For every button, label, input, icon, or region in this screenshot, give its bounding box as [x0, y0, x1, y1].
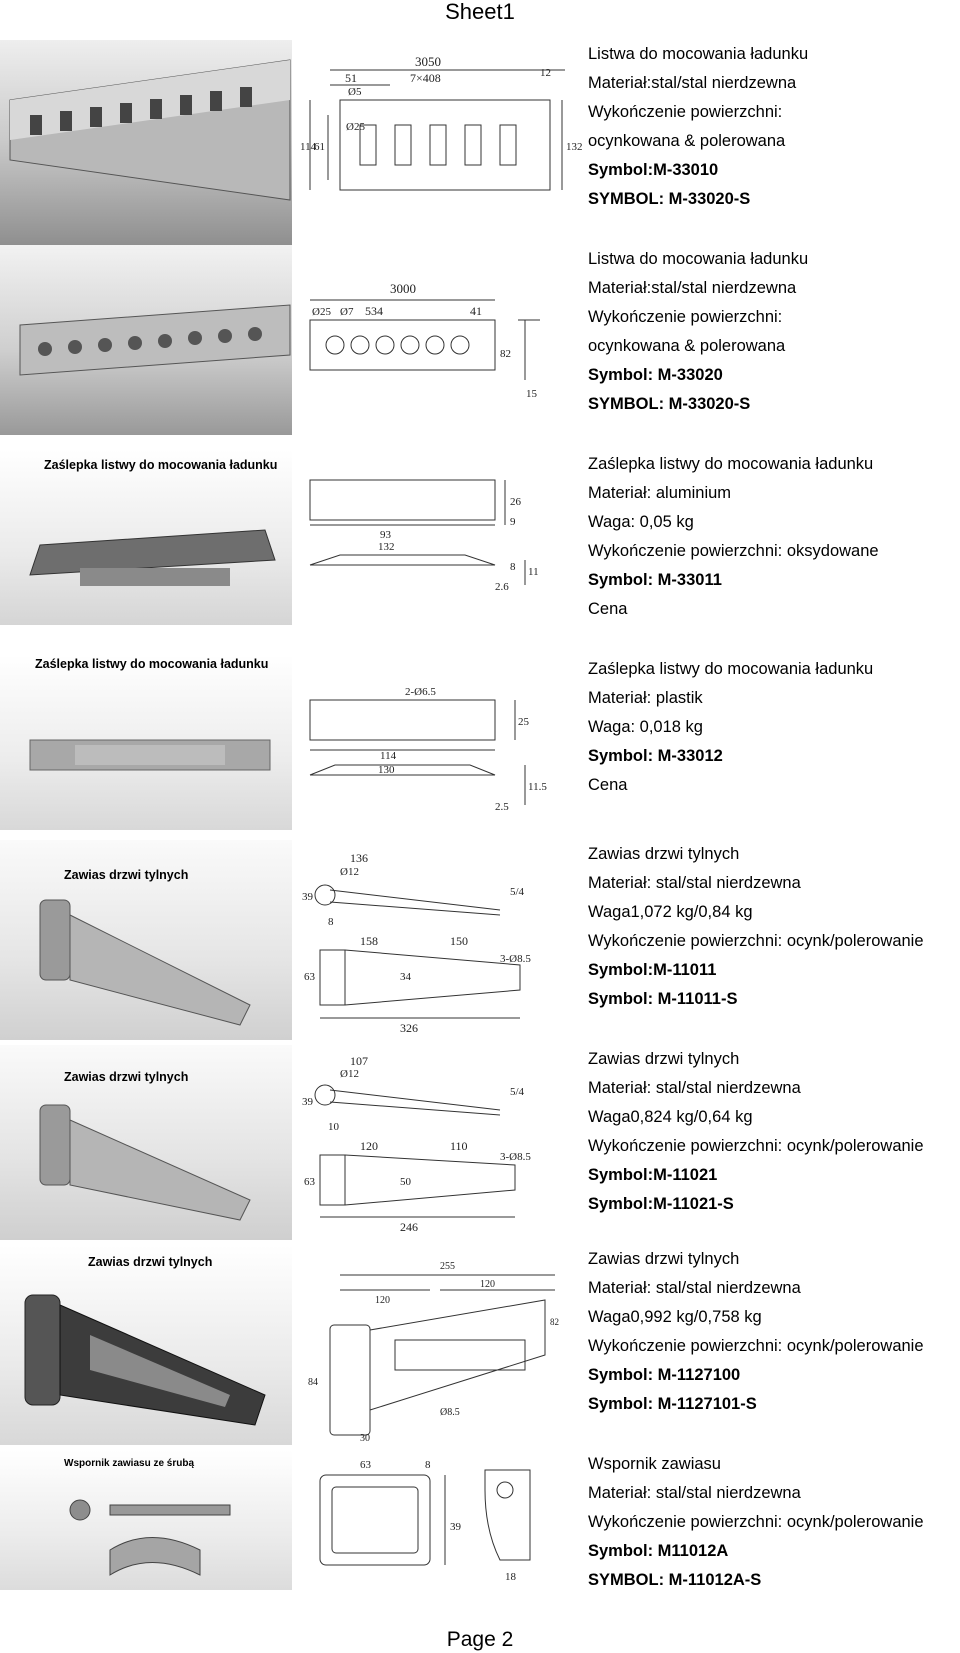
dimension-label: 246 [400, 1220, 418, 1234]
dimension-label: 2.5 [495, 801, 509, 813]
description-line: Listwa do mocowania ładunku [588, 250, 809, 268]
sheet-title: Sheet1 [445, 0, 515, 24]
description-line: Zaślepka listwy do mocowania ładunku [588, 660, 874, 678]
dimension-label: 93 [380, 529, 391, 541]
photo-caption: Zaślepka listwy do mocowania ładunku [44, 458, 278, 472]
dimension-label: 8 [425, 1459, 431, 1471]
dimension-label: 39 [302, 1096, 313, 1108]
description-line: Materiał:stal/stal nierdzewna [588, 279, 797, 297]
dimension-label: 132 [378, 541, 395, 553]
dimension-label: 10 [328, 1121, 339, 1133]
dimension-label: 51 [345, 71, 357, 85]
dimension-label: 18 [505, 1571, 516, 1583]
description-line: Waga: 0,05 kg [588, 513, 694, 531]
description-line: Symbol:M-11021 [588, 1166, 718, 1184]
description-line: Wykończenie powierzchni: [588, 103, 783, 121]
description-line: ocynkowana & polerowana [588, 132, 786, 150]
description-line: Symbol: M-33020 [588, 366, 723, 384]
dimension-label: Ø12 [340, 1068, 359, 1080]
description-line: Wykończenie powierzchni: ocynk/polerowanie [588, 1137, 924, 1155]
dimension-label: 326 [400, 1021, 418, 1035]
photo-caption: Zawias drzwi tylnych [64, 868, 189, 882]
description-line: Wykończenie powierzchni: ocynk/polerowanie [588, 932, 924, 950]
description-line: SYMBOL: M-33020-S [588, 190, 751, 208]
dimension-label: 114 [380, 750, 397, 762]
photo-caption: Zawias drzwi tylnych [88, 1255, 213, 1269]
description-line: Wspornik zawiasu [588, 1455, 721, 1473]
product-row [0, 450, 960, 625]
dimension-label: 136 [350, 851, 368, 865]
dimension-label: Ø25 [312, 306, 331, 318]
dimension-label: 61 [314, 141, 325, 153]
description-line: Symbol: M11012A [588, 1542, 729, 1560]
dimension-label: 63 [360, 1459, 371, 1471]
description-line: Zaślepka listwy do mocowania ładunku [588, 455, 874, 473]
dimension-label: 534 [365, 304, 383, 318]
dimension-label: 84 [308, 1377, 318, 1388]
description-line: Waga0,824 kg/0,64 kg [588, 1108, 753, 1126]
description-line: Wykończenie powierzchni: ocynk/polerowanie [588, 1513, 924, 1531]
dimension-label: 82 [500, 348, 511, 360]
dimension-label: Ø7 [340, 306, 354, 318]
technical-drawing [300, 245, 586, 435]
technical-drawing [300, 840, 586, 1040]
dimension-label: 12 [540, 67, 551, 79]
description-line: Materiał:stal/stal nierdzewna [588, 74, 797, 92]
dimension-label: 114 [300, 141, 317, 153]
technical-drawing [300, 40, 586, 245]
dimension-label: 5/4 [510, 886, 525, 898]
description-line: Zawias drzwi tylnych [588, 1050, 740, 1068]
dimension-label: 15 [526, 388, 537, 400]
product-description [588, 655, 958, 800]
description-line: Materiał: plastik [588, 689, 703, 707]
product-photo [0, 1245, 292, 1445]
dimension-label: 82 [550, 1317, 559, 1327]
dimension-label: 8 [510, 561, 516, 573]
product-photo [0, 1045, 292, 1240]
dimension-label: 158 [360, 934, 378, 948]
description-line: Symbol: M-11011-S [588, 990, 738, 1008]
dimension-label: 132 [566, 141, 583, 153]
dimension-label: 39 [450, 1521, 461, 1533]
description-line: Zawias drzwi tylnych [588, 845, 740, 863]
dimension-label: 50 [400, 1176, 411, 1188]
dimension-label: 39 [302, 891, 313, 903]
dimension-label: Ø25 [346, 121, 365, 133]
dimension-label: Ø12 [340, 866, 359, 878]
product-photo [0, 245, 292, 435]
description-line: Waga: 0,018 kg [588, 718, 703, 736]
product-description [588, 1245, 958, 1419]
dimension-label: 7×408 [410, 71, 441, 85]
description-line: Materiał: stal/stal nierdzewna [588, 1279, 801, 1297]
dimension-label: 3-Ø8.5 [500, 1151, 531, 1163]
dimension-label: 3050 [415, 54, 441, 69]
technical-drawing [300, 1045, 586, 1240]
technical-drawing [300, 1245, 586, 1445]
product-description [588, 450, 958, 624]
description-line: Symbol: M-1127101-S [588, 1395, 757, 1413]
description-line: Symbol:M-11011 [588, 961, 717, 979]
description-line: Materiał: stal/stal nierdzewna [588, 1079, 801, 1097]
description-line: Wykończenie powierzchni: ocynk/polerowanie [588, 1337, 924, 1355]
dimension-label: 26 [510, 496, 521, 508]
description-line: Symbol: M-1127100 [588, 1366, 741, 1384]
product-description [588, 1450, 958, 1595]
product-photo [0, 1450, 292, 1590]
description-line: Symbol:M-33010 [588, 161, 719, 179]
dimension-label: 107 [350, 1054, 368, 1068]
dimension-label: 5/4 [510, 1086, 525, 1098]
dimension-label: 2-Ø6.5 [405, 686, 436, 698]
dimension-label: 11 [528, 566, 539, 578]
dimension-label: 2.6 [495, 581, 509, 593]
product-row [0, 40, 960, 245]
dimension-label: Ø5 [348, 86, 362, 98]
dimension-label: 41 [470, 304, 482, 318]
description-line: Materiał: stal/stal nierdzewna [588, 1484, 801, 1502]
description-line: Symbol:M-11021-S [588, 1195, 734, 1213]
product-row [0, 245, 960, 435]
description-line: ocynkowana & polerowana [588, 337, 786, 355]
product-row [0, 1245, 960, 1445]
description-line: Cena [588, 600, 628, 618]
technical-drawing [300, 655, 586, 830]
description-line: SYMBOL: M-33020-S [588, 395, 751, 413]
dimension-label: 34 [400, 971, 411, 983]
dimension-label: 150 [450, 934, 468, 948]
description-line: Wykończenie powierzchni: oksydowane [588, 542, 879, 560]
dimension-label: 25 [518, 716, 529, 728]
dimension-label: Ø8.5 [440, 1407, 460, 1418]
dimension-label: 11.5 [528, 781, 547, 793]
dimension-label: 3000 [390, 281, 416, 296]
description-line: Materiał: stal/stal nierdzewna [588, 874, 801, 892]
product-row [0, 840, 960, 1040]
dimension-label: 9 [510, 516, 516, 528]
description-line: Materiał: aluminium [588, 484, 732, 502]
photo-caption: Wspornik zawiasu ze śrubą [64, 1458, 195, 1469]
product-description [588, 40, 958, 214]
description-line: Symbol: M-33012 [588, 747, 723, 765]
description-line: Cena [588, 776, 628, 794]
description-line: Waga1,072 kg/0,84 kg [588, 903, 753, 921]
photo-caption: Zaślepka listwy do mocowania ładunku [35, 657, 269, 671]
dimension-label: 255 [440, 1261, 455, 1272]
product-row [0, 655, 960, 830]
dimension-label: 63 [304, 1176, 315, 1188]
dimension-label: 30 [360, 1433, 370, 1444]
description-line: SYMBOL: M-11012A-S [588, 1571, 762, 1589]
dimension-label: 63 [304, 971, 315, 983]
page-footer: Page 2 [446, 1628, 514, 1651]
product-photo [0, 450, 292, 625]
dimension-label: 3-Ø8.5 [500, 953, 531, 965]
dimension-label: 120 [375, 1295, 390, 1306]
description-line: Zawias drzwi tylnych [588, 1250, 740, 1268]
technical-drawing [300, 450, 586, 625]
technical-drawing [300, 1450, 586, 1590]
product-description [588, 245, 958, 419]
product-photo [0, 840, 292, 1040]
description-line: Symbol: M-33011 [588, 571, 722, 589]
dimension-label: 120 [480, 1279, 495, 1290]
dimension-label: 8 [328, 916, 334, 928]
product-photo [0, 40, 292, 245]
product-description [588, 840, 958, 1014]
dimension-label: 110 [450, 1139, 468, 1153]
dimension-label: 120 [360, 1139, 378, 1153]
dimension-label: 130 [378, 764, 395, 776]
product-description [588, 1045, 958, 1219]
product-row [0, 1450, 960, 1590]
description-line: Listwa do mocowania ładunku [588, 45, 809, 63]
product-row [0, 1045, 960, 1240]
product-photo [0, 655, 292, 830]
description-line: Wykończenie powierzchni: [588, 308, 783, 326]
description-line: Waga0,992 kg/0,758 kg [588, 1308, 762, 1326]
photo-caption: Zawias drzwi tylnych [64, 1070, 189, 1084]
